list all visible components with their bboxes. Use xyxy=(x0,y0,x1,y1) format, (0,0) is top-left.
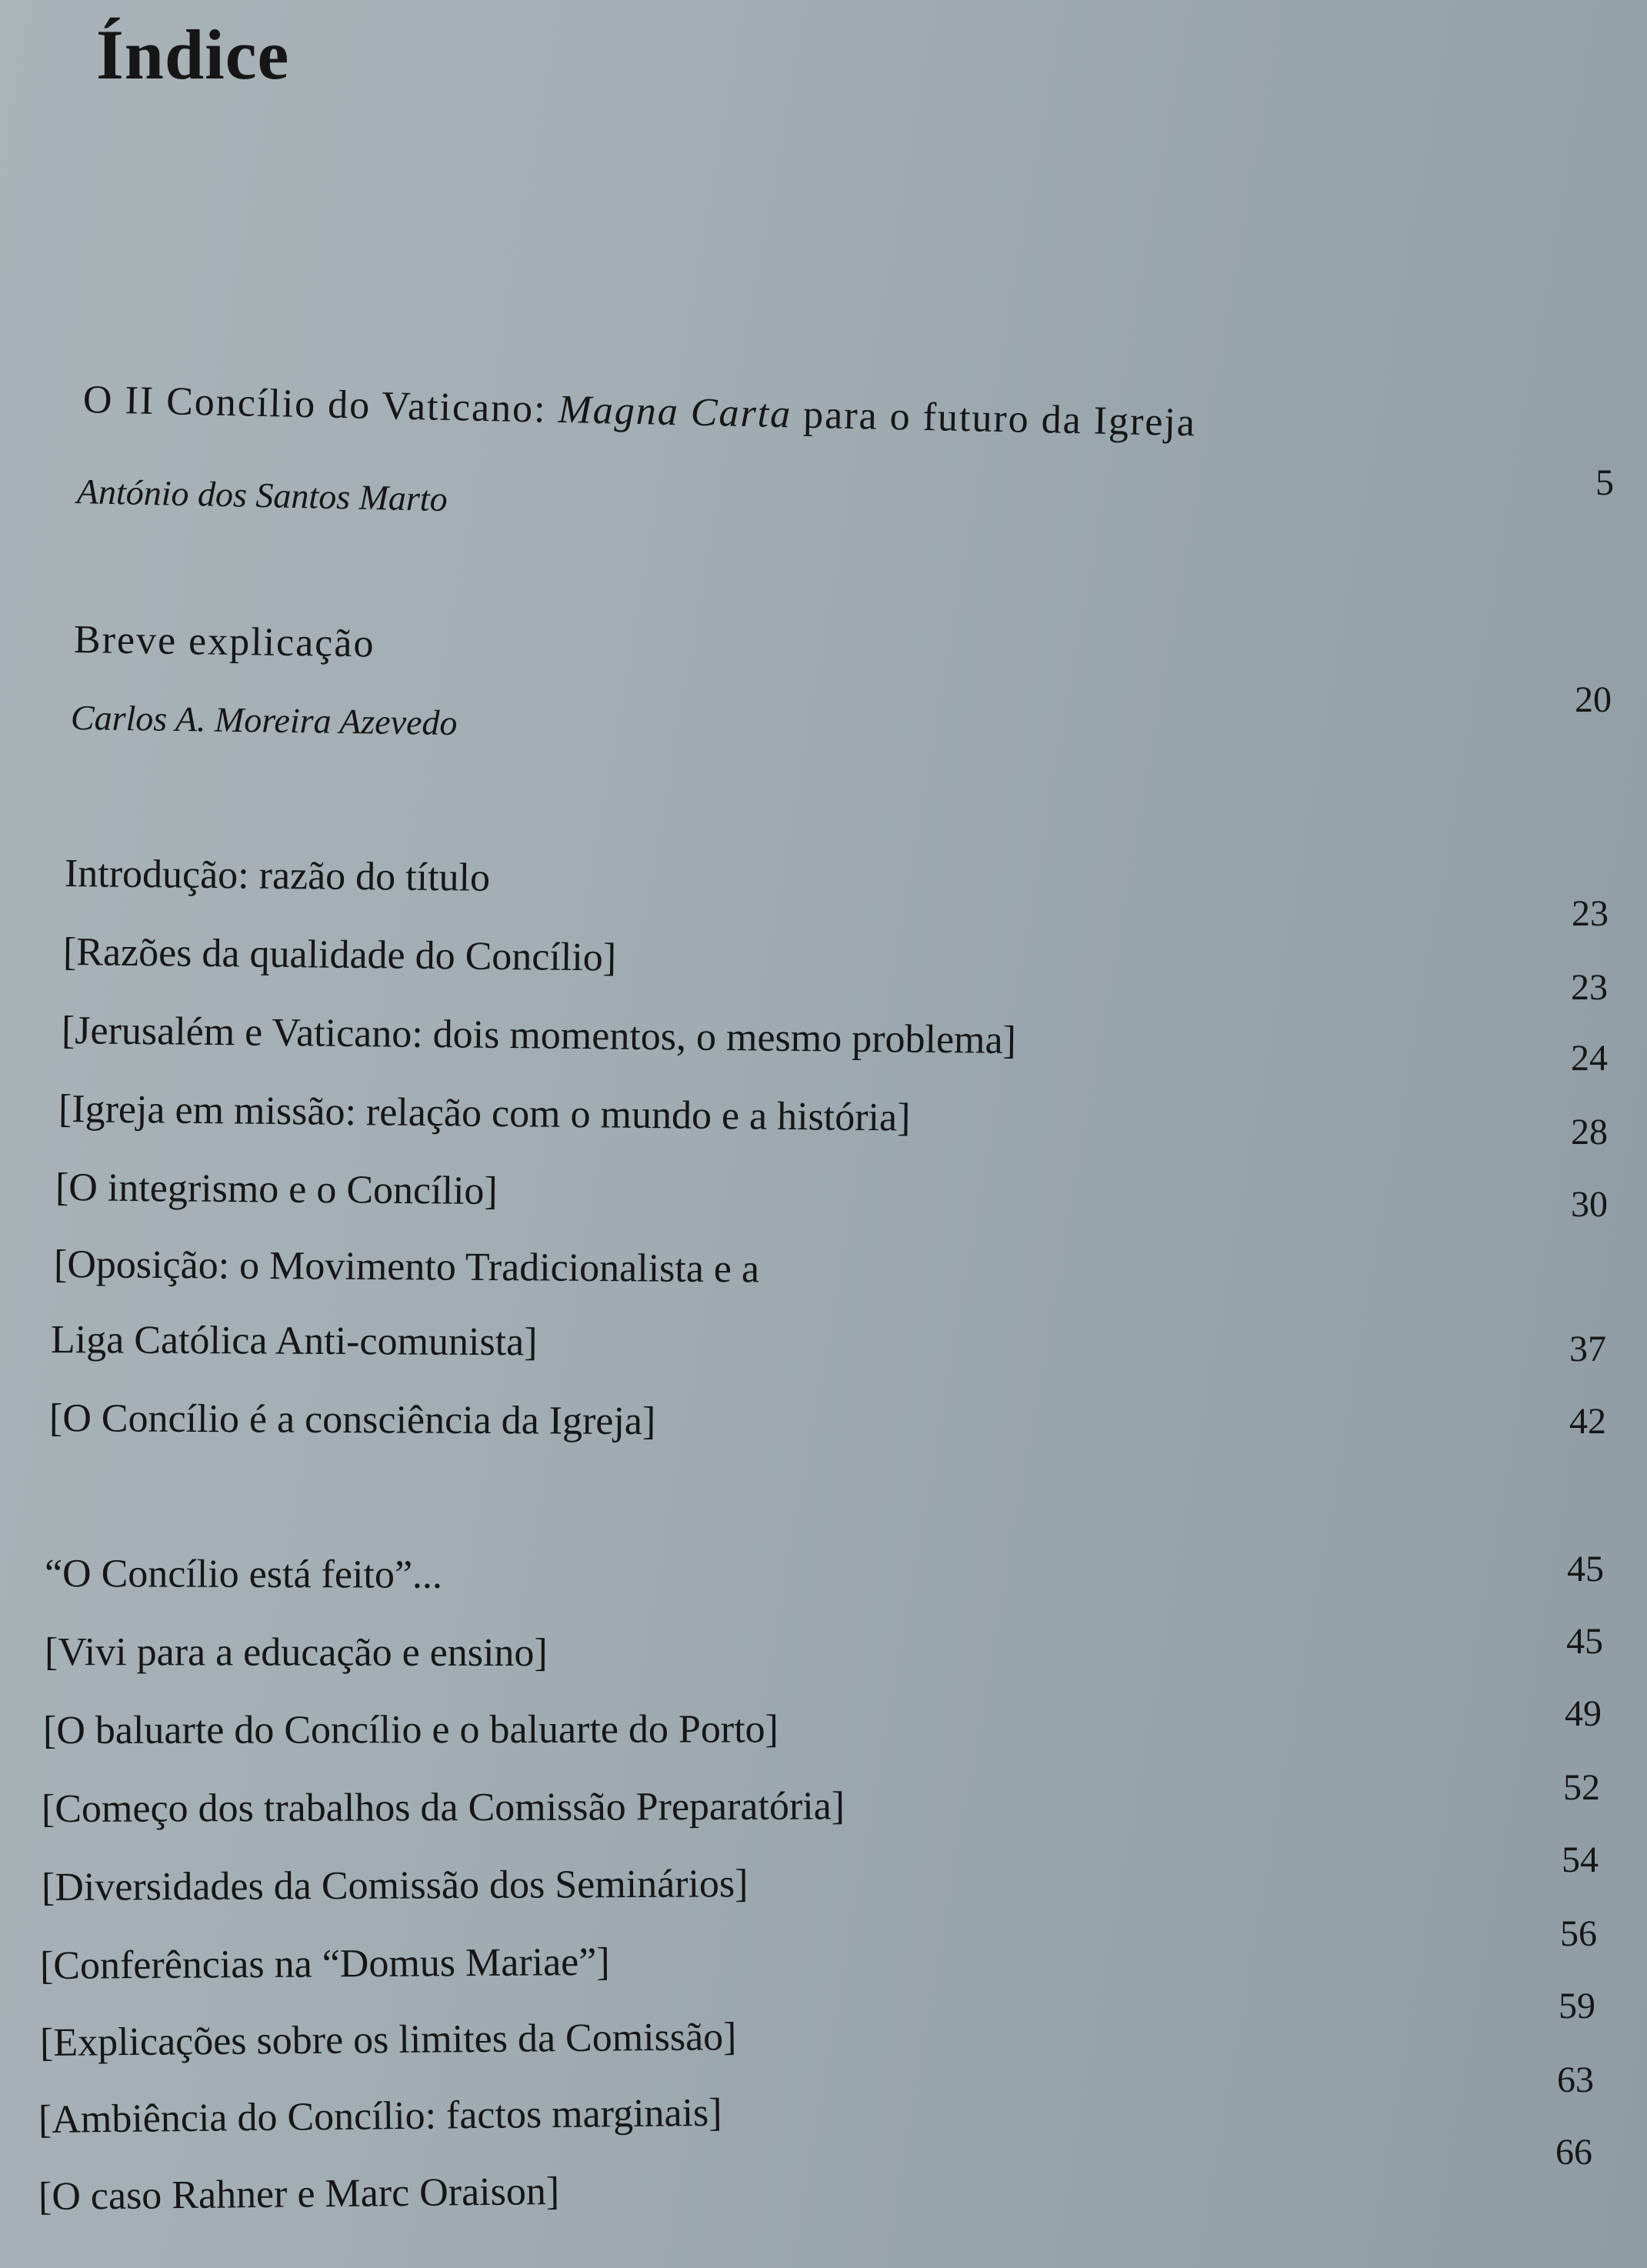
page-number: 66 xyxy=(1555,2132,1592,2173)
page-number: 49 xyxy=(1565,1693,1602,1734)
page-number: 45 xyxy=(1566,1621,1603,1662)
section-title-italic: Magna Carta xyxy=(558,387,792,437)
toc-entry: [Explicações sobre os limites da Comissão] xyxy=(39,2015,737,2065)
page-number: 23 xyxy=(1572,893,1609,934)
toc-entry: [Oposição: o Movimento Tradicionalista e a xyxy=(53,1242,760,1292)
page-number: 30 xyxy=(1571,1184,1608,1225)
toc-entry: “O Concílio está feito”... xyxy=(44,1552,443,1597)
section-title xyxy=(82,377,1196,445)
page-number: 54 xyxy=(1562,1839,1599,1880)
section-title-part: O II Concílio do Vaticano: xyxy=(82,378,559,432)
section-author: António dos Santos Marto xyxy=(76,472,448,519)
toc-entry: [Razões da qualidade do Concílio] xyxy=(62,930,617,980)
page-number: 56 xyxy=(1560,1913,1597,1954)
section-author: Carlos A. Moreira Azevedo xyxy=(70,698,458,743)
toc-entry: [Ambiência do Concílio: factos marginais] xyxy=(38,2090,722,2142)
page-number: 37 xyxy=(1569,1329,1606,1369)
page-number: 52 xyxy=(1563,1767,1600,1808)
page-number: 63 xyxy=(1557,2060,1594,2100)
page-number: 5 xyxy=(1595,462,1614,503)
toc-entry: Liga Católica Anti-comunista] xyxy=(50,1318,538,1365)
toc-entry: [Conferências na “Domus Mariae”] xyxy=(39,1939,610,1988)
page-number: 59 xyxy=(1559,1986,1595,2026)
page-number: 42 xyxy=(1569,1401,1606,1442)
toc-entry: Introdução: razão do título xyxy=(64,852,491,900)
toc-entry: [Vivi para a educação e ensino] xyxy=(44,1630,548,1676)
toc-entry: [O caso Rahner e Marc Oraison] xyxy=(38,2169,560,2219)
section-title: Breve explicação xyxy=(73,618,375,666)
section-title-part: para o futuro da Igreja xyxy=(791,392,1197,445)
toc-entry: [O baluarte do Concílio e o baluarte do Porto] xyxy=(42,1707,779,1753)
page-title: Índice xyxy=(96,15,290,94)
toc-entry: [O Concílio é a consciência da Igreja] xyxy=(48,1396,656,1444)
page-number: 28 xyxy=(1571,1112,1608,1152)
page-number: 23 xyxy=(1571,967,1608,1008)
page-number: 24 xyxy=(1571,1038,1608,1079)
page-number: 20 xyxy=(1575,679,1612,720)
toc-entry: [O integrismo e o Concílio] xyxy=(55,1166,498,1214)
page-number: 45 xyxy=(1567,1549,1604,1589)
toc-entry: [Começo dos trabalhos da Comissão Preparatória] xyxy=(41,1784,845,1831)
toc-entry: [Diversidades da Comissão dos Seminários] xyxy=(41,1862,748,1909)
toc-entry: [Jerusalém e Vaticano: dois momentos, o mesmo problema] xyxy=(61,1009,1017,1062)
toc-entry: [Igreja em missão: relação com o mundo e a história] xyxy=(58,1087,911,1140)
